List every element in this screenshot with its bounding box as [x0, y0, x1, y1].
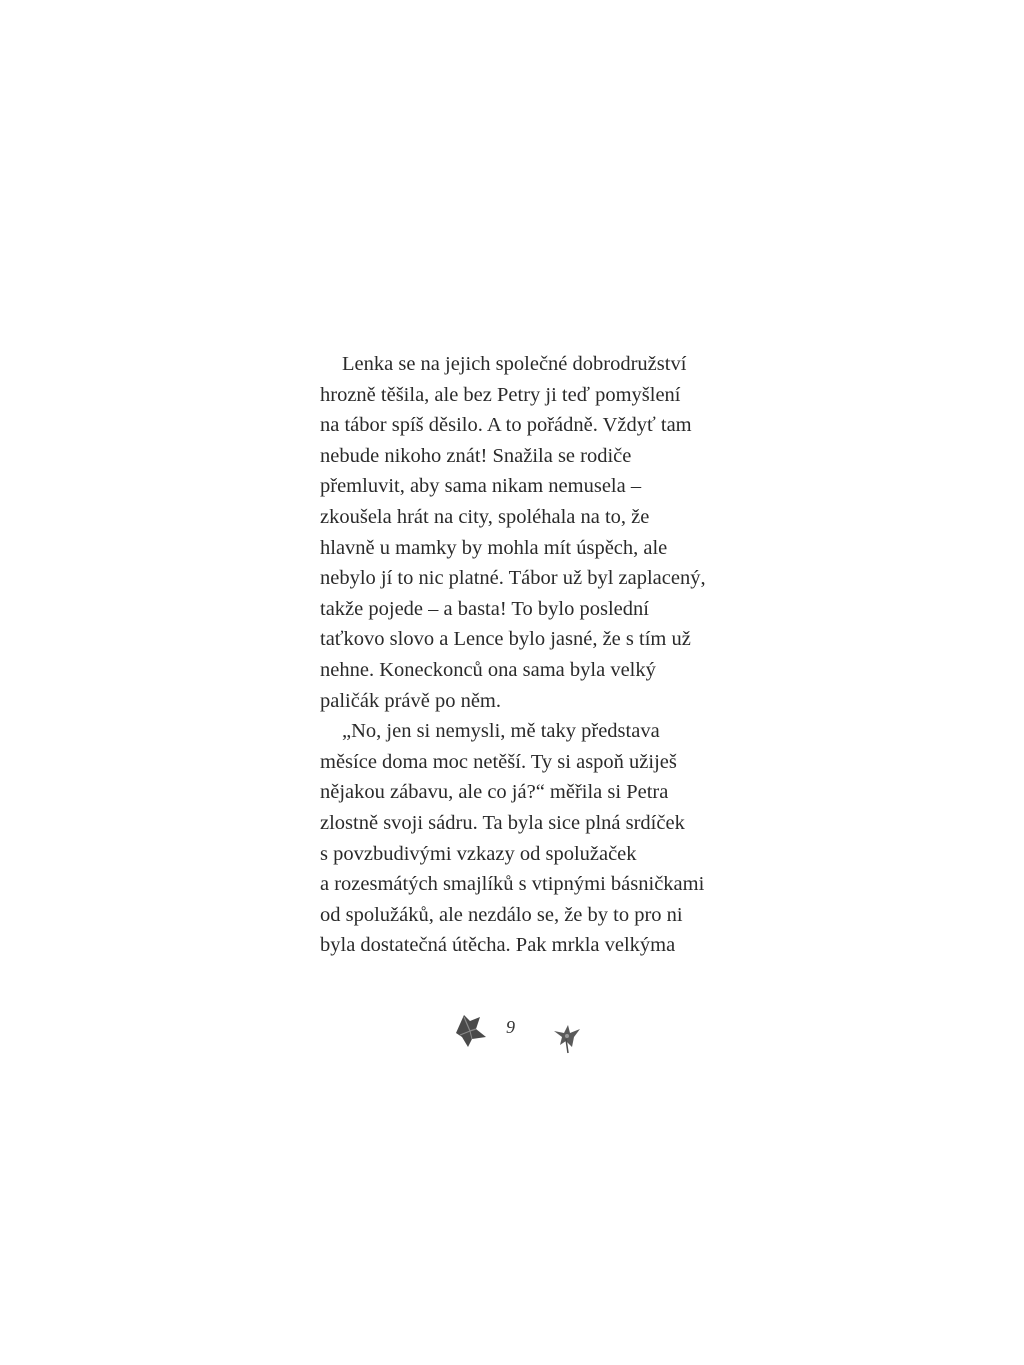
- text-line: přemluvit, aby sama nikam nemusela –: [320, 475, 642, 498]
- text-line: na tábor spíš děsilo. A to pořádně. Vždyť tam: [320, 414, 692, 437]
- text-line: byla dostatečná útěcha. Pak mrkla velkýma: [320, 934, 676, 957]
- text-line: paličák právě po něm.: [320, 689, 502, 712]
- text-line: od spolužáků, ale nezdálo se, že by to pro ni: [320, 903, 683, 926]
- text-line: zkoušela hrát na city, spoléhala na to, že: [320, 505, 650, 528]
- text-line: a rozesmátých smajlíků s vtipnými básničkami: [320, 873, 705, 896]
- text-line: „No, jen si nemysli, mě taky představa: [342, 720, 660, 743]
- text-line: nebude nikoho znát! Snažila se rodiče: [320, 444, 632, 467]
- text-line: taťkovo slovo a Lence bylo jasné, že s tím už: [320, 628, 691, 651]
- text-line: nehne. Koneckonců ona sama byla velký: [320, 658, 656, 681]
- leaf-icon: [450, 1009, 490, 1049]
- flower-icon: [550, 1021, 584, 1055]
- page-footer: [440, 1005, 600, 1065]
- page-number: 9: [506, 1017, 515, 1037]
- text-line: nějakou zábavu, ale co já?“ měřila si Petra: [320, 781, 669, 804]
- text-line: zlostně svoji sádru. Ta byla sice plná srdíček: [320, 811, 685, 834]
- text-line: Lenka se na jejich společné dobrodružství: [342, 353, 687, 375]
- text-line: s povzbudivými vzkazy od spolužaček: [320, 842, 637, 865]
- text-line: hrozně těšila, ale bez Petry ji teď pomyšlení: [320, 383, 681, 406]
- body-text: [320, 349, 740, 961]
- text-line: hlavně u mamky by mohla mít úspěch, ale: [320, 536, 668, 559]
- text-line: měsíce doma moc netěší. Ty si aspoň užiješ: [320, 750, 677, 773]
- text-line: takže pojede – a basta! To bylo poslední: [320, 597, 649, 620]
- text-line: nebylo jí to nic platné. Tábor už byl zaplacený,: [320, 567, 706, 590]
